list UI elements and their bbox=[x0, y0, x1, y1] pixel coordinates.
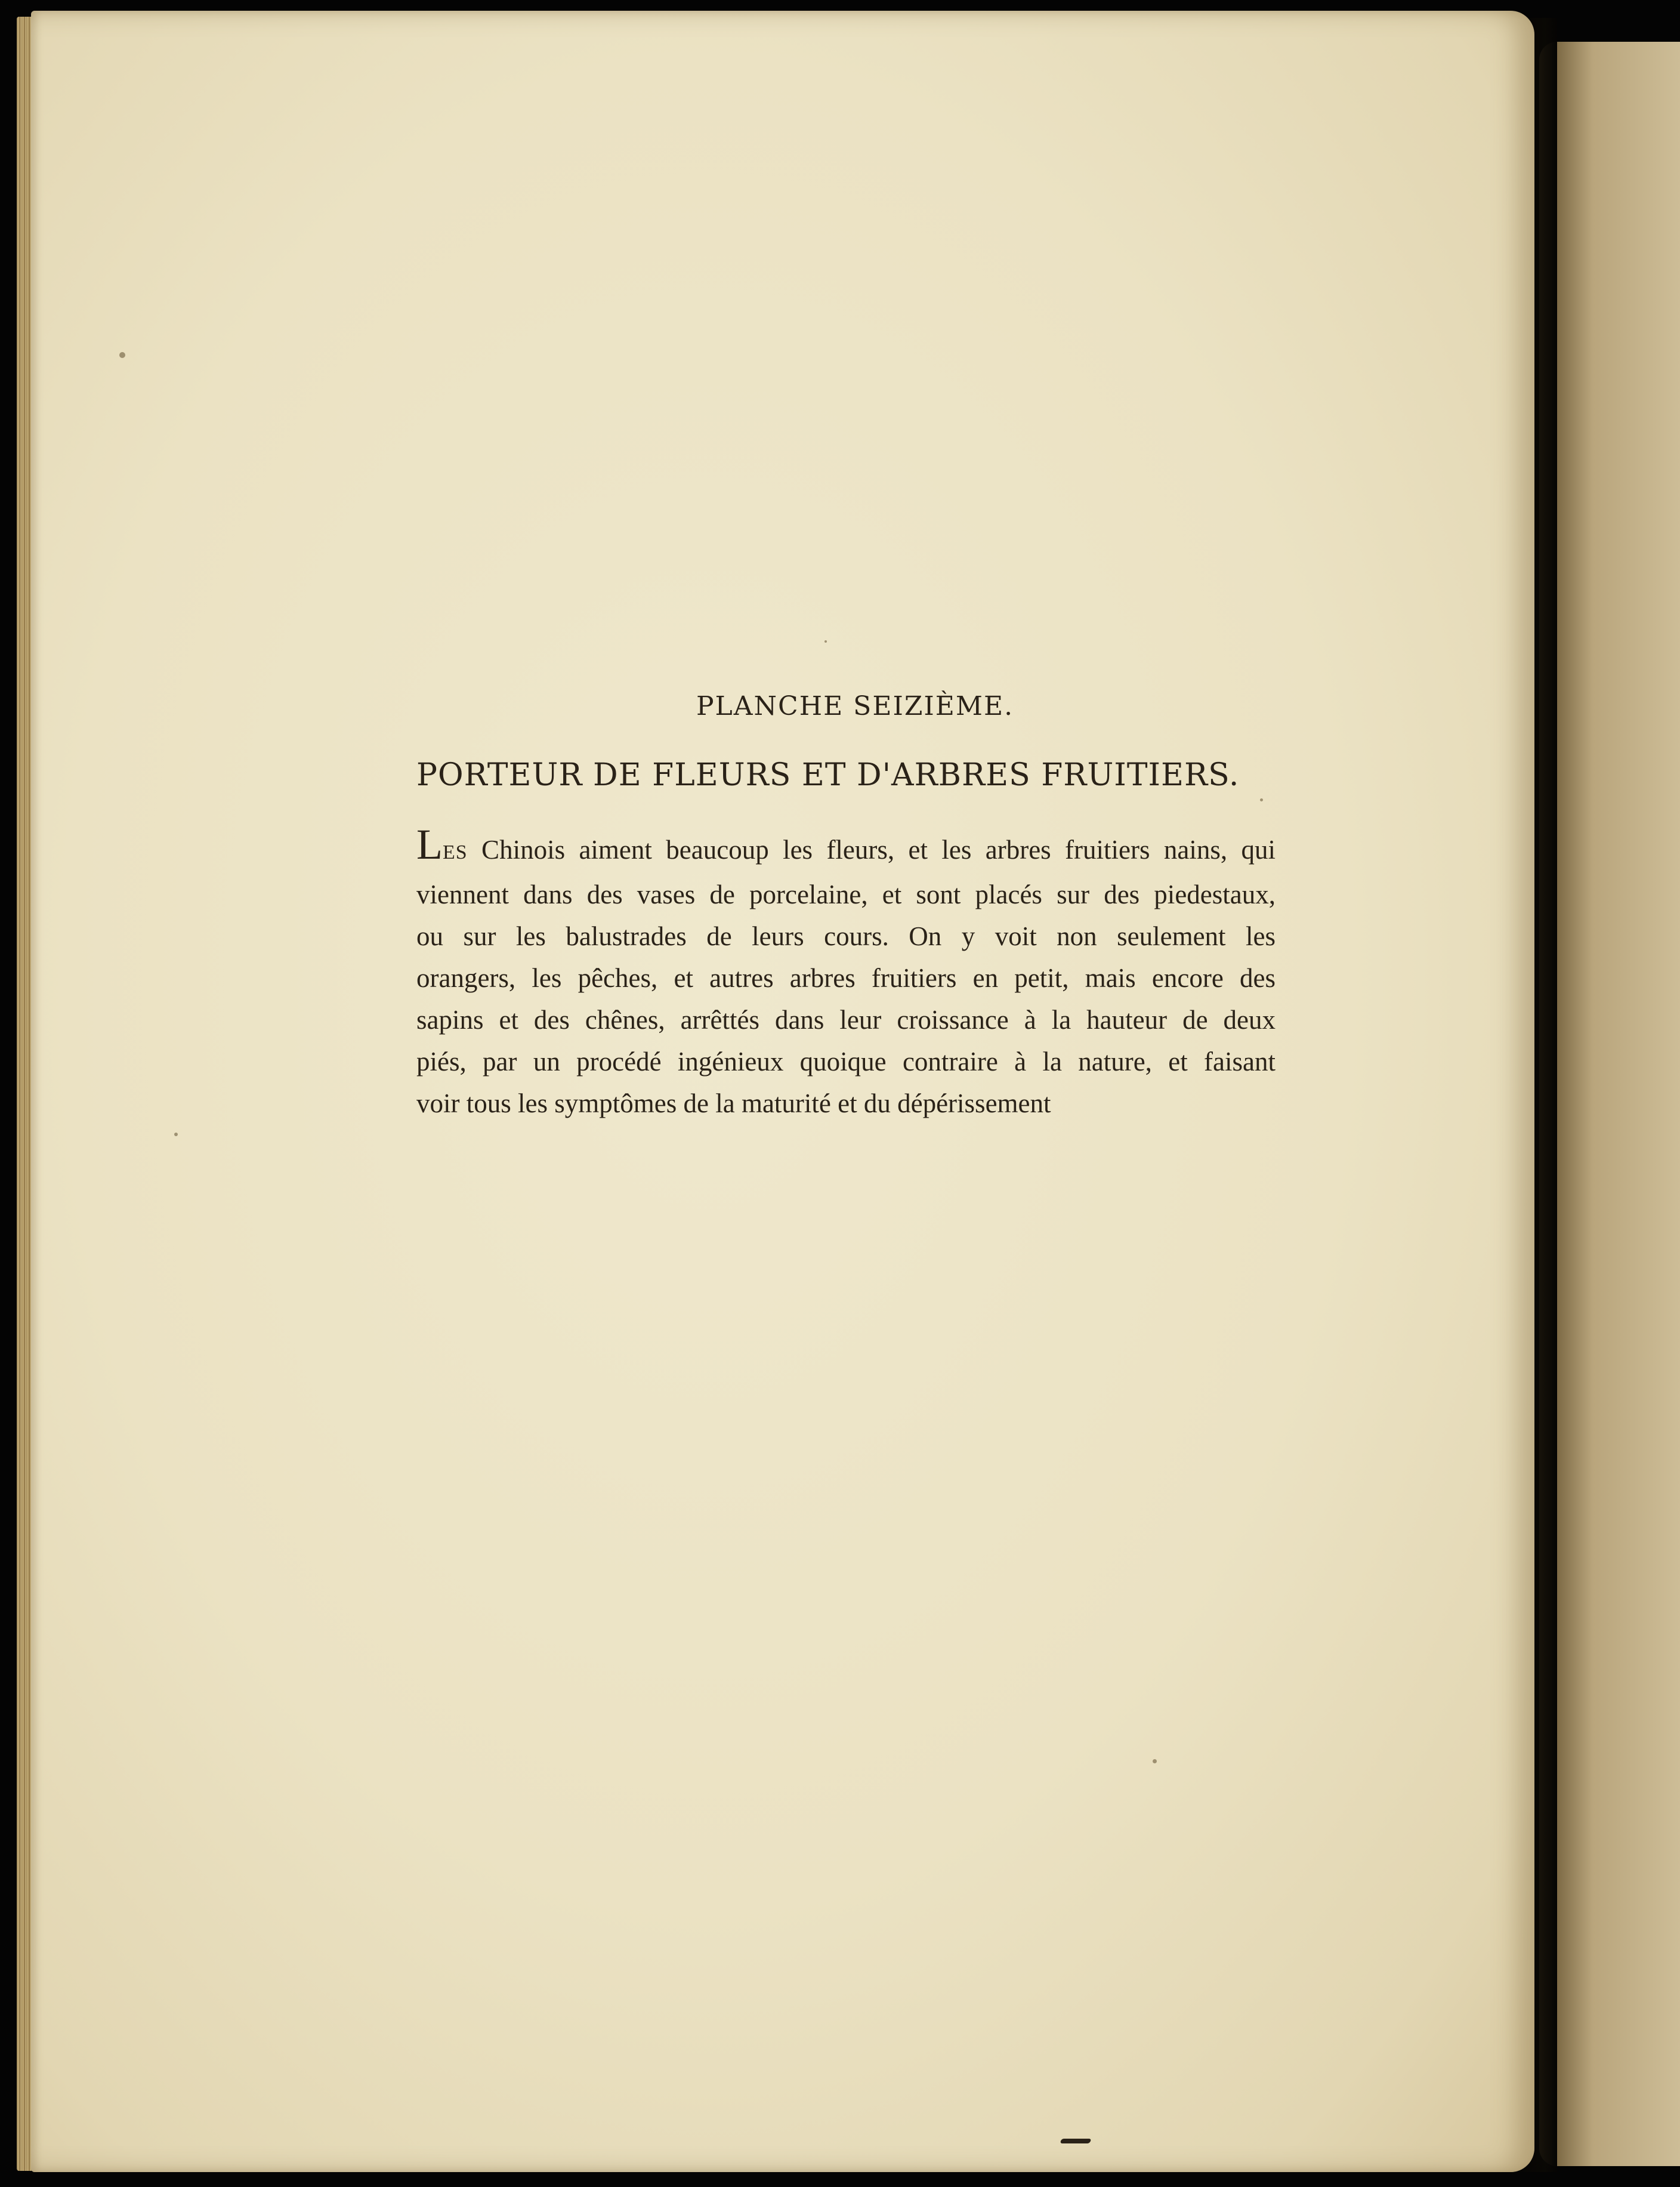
body-line-3: ou sur les balustrades de leurs cours. On y voit non seulement les bbox=[416, 921, 1276, 951]
body-line-4: orangers, les pêches, et autres arbres fruitiers en petit, mais encore des bbox=[416, 963, 1276, 993]
first-line-text: Chinois aiment beaucoup les fleurs, et les arbres fruitiers nains, qui bbox=[467, 835, 1276, 865]
body-paragraph bbox=[416, 829, 1276, 1124]
paper-speck bbox=[119, 352, 125, 358]
facing-page-edge bbox=[1539, 42, 1680, 2166]
body-line-2: viennent dans des vases de porcelaine, et sont placés sur des piedestaux, bbox=[416, 880, 1276, 909]
body-line-6: piés, par un procédé ingénieux quoique contraire à la nature, et faisant bbox=[416, 1047, 1276, 1076]
text-block bbox=[416, 691, 1276, 1124]
plate-title: PORTEUR DE FLEURS ET D'ARBRES FRUITIERS. bbox=[416, 757, 1240, 793]
body-line-5: sapins et des chênes, arrêttés dans leur croissance à la hauteur de deux bbox=[416, 1005, 1276, 1035]
plate-number: PLANCHE SEIZIÈME. bbox=[696, 691, 1014, 721]
paper-speck bbox=[1153, 1759, 1157, 1763]
body-line-7: voir tous les symptômes de la maturité et du dépérissement bbox=[416, 1088, 1051, 1118]
paper-speck bbox=[174, 1133, 178, 1136]
page-mark bbox=[1060, 2139, 1092, 2143]
drop-cap: L bbox=[416, 829, 443, 868]
paper-speck bbox=[824, 640, 827, 643]
body-line-1 bbox=[416, 829, 1276, 874]
drop-cap-smallcaps: ES bbox=[442, 841, 468, 863]
